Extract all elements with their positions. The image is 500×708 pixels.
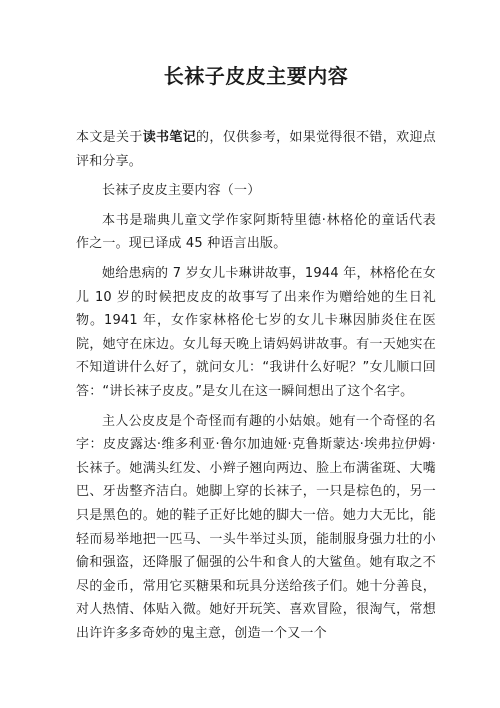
intro-prefix: 本文是关于 xyxy=(76,130,143,145)
document-title: 长袜子皮皮主要内容 xyxy=(163,64,349,88)
body-paragraph-3: 主人公皮皮是个奇怪而有趣的小姑娘。她有一个奇怪的名字：皮皮露达·维多利亚·鲁尔加迪娅·克鲁斯蒙达·埃弗拉伊姆·长袜子。她满头红发、小辫子翘向两边、脸上布满雀斑、大嘴巴、牙齿整齐洁白。她脚上穿的长袜子，一只是棕色的，另一只是黑色的。她的鞋子正好比她的脚大一倍。她力大无比，能轻而易举地把一匹马、一头牛举过头顶，能制服身强力壮的小偷和强盗，还降服了倔强的公牛和食人的大鲨鱼。她有取之不尽的金币，常用它买糖果和玩具分送给孩子们。她十分善良，对人热情、体贴入微。她好开玩笑、喜欢冒险，很淘气，常想出许许多多奇妙的鬼主意，创造一个又一个 xyxy=(76,413,436,641)
intro-paragraph xyxy=(76,126,436,173)
body-paragraph-1: 本书是瑞典儿童文学作家阿斯特里德·林格伦的童话代表作之一。现已译成 45 种语言出版。 xyxy=(76,212,436,252)
section-heading: 长袜子皮皮主要内容（一） xyxy=(102,183,261,199)
intro-suffix: 的，仅供参考，如果觉得很不错，欢迎点评和分享。 xyxy=(76,130,436,169)
body-paragraph-2: 她给患病的 7 岁女儿卡琳讲故事，1944 年，林格伦在女儿 10 岁的时候把皮皮的故事写了出来作为赠给她的生日礼物。1941 年，女作家林格伦七岁的女儿卡琳因肺炎住在医院，她守在床边。女儿每天晚上请妈妈讲故事。有一天她实在不知道讲什么好了，就问女儿：“我讲什么好呢？”女儿顺口回答：“讲长袜子皮皮。”是女儿在这一瞬间想出了这个名字。 xyxy=(76,265,436,399)
intro-keyword: 读书笔记 xyxy=(142,130,197,145)
